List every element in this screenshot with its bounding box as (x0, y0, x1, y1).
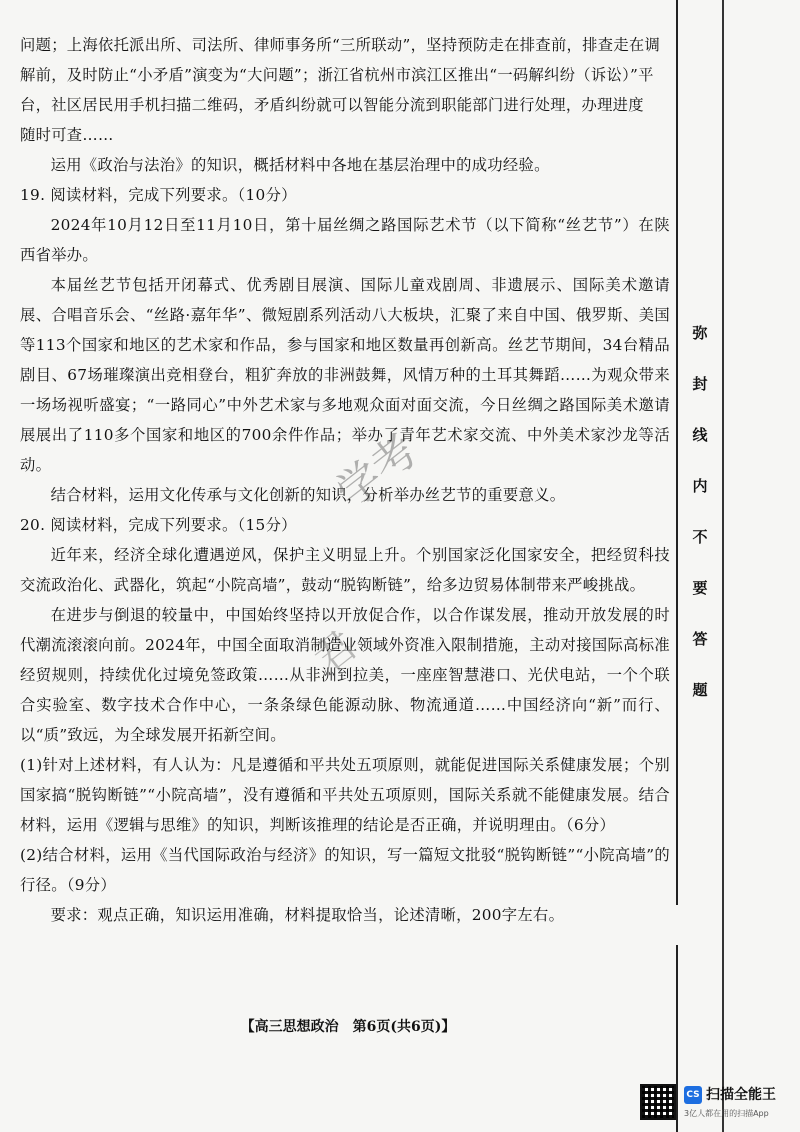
question-20-paragraph-1: 近年来，经济全球化遭遇逆风，保护主义明显上升。个别国家泛化国家安全，把经贸科技交流政治化、武器化，筑起“小院高墙”，鼓动“脱钩断链”，给多边贸易体制带来严峻挑战。 (20, 546, 670, 594)
binding-line-gap (672, 905, 682, 945)
watermark-text: 学考 (326, 424, 428, 519)
intro-line: 解前，及时防止“小矛盾”演变为“大问题”；浙江省杭州市滨江区推出“一码解纠纷（诉讼）”平 (20, 66, 654, 84)
seal-line-notice (684, 322, 716, 700)
scanner-tagline: 3亿人都在用的扫描App (684, 1109, 769, 1118)
seal-char: 题 (692, 681, 708, 699)
qr-code-icon (640, 1084, 676, 1120)
intro-line: 随时可查…… (20, 126, 114, 144)
seal-char: 弥 (692, 324, 708, 342)
seal-char: 要 (692, 579, 708, 597)
page-footer: 【高三思想政治 第6页(共6页)】 (240, 1019, 456, 1035)
intro-line: 问题；上海依托派出所、司法所、律师事务所“三所联动”，坚持预防走在排查前，排查走在调 (20, 36, 661, 54)
intro-line: 台，社区居民用手机扫描二维码，矛盾纠纷就可以智能分流到职能部门进行处理，办理进度 (20, 96, 644, 114)
scanner-app-name: 扫描全能王 (706, 1087, 776, 1103)
intro-task: 运用《政治与法治》的知识，概括材料中各地在基层治理中的成功经验。 (50, 156, 550, 174)
question-20-heading: 20. 阅读材料，完成下列要求。（15分） (20, 516, 297, 534)
camscanner-logo-icon: CS (684, 1086, 702, 1104)
question-20-subquestion-2: (2)结合材料，运用《当代国际政治与经济》的知识，写一篇短文批驳“脱钩断链”“小院高墙”的行径。（9分） (20, 846, 670, 894)
seal-char: 线 (692, 426, 708, 444)
seal-char: 答 (692, 630, 708, 648)
question-19-paragraph-1: 2024年10月12日至11月10日，第十届丝绸之路国际艺术节（以下简称“丝艺节”）在陕西省举办。 (20, 216, 670, 264)
question-19-paragraph-2: 本届丝艺节包括开闭幕式、优秀剧目展演、国际儿童戏剧周、非遗展示、国际美术邀请展、合唱音乐会、“丝路·嘉年华”、微短剧系列活动八大板块，汇聚了来自中国、俄罗斯、美国等113个国家和地区的艺术家和作品，参与国家和地区数量再创新高。丝艺节期间，34台精品剧目、67场璀璨演出竞相登台，粗犷奔放的非洲鼓舞，风情万种的土耳其舞蹈……为观众带来一场场视听盛宴；“一路同心”中外艺术家与多地观众面对面交流，今日丝绸之路国际美术邀请展展出了110多个国家和地区的700余件作品；举办了青年艺术家交流、中外美术家沙龙等活动。 (20, 276, 670, 474)
question-20-requirements: 要求：观点正确，知识运用准确，材料提取恰当，论述清晰，200字左右。 (50, 906, 565, 924)
question-19-heading: 19. 阅读材料，完成下列要求。（10分） (20, 186, 297, 204)
seal-char: 内 (692, 477, 708, 495)
question-19-task: 结合材料，运用文化传承与文化创新的知识，分析举办丝艺节的重要意义。 (50, 486, 566, 504)
scanner-badge (640, 1084, 790, 1124)
seal-char: 不 (692, 528, 708, 546)
question-20-subquestion-1: (1)针对上述材料，有人认为：凡是遵循和平共处五项原则，就能促进国际关系健康发展；个别国家搞“脱钩断链”“小院高墙”，没有遵循和平共处五项原则，国际关系就不能健康发展。结合材料，运用《逻辑与思维》的知识，判断该推理的结论是否正确，并说明理由。（6分） (20, 756, 670, 834)
binding-line-right (722, 0, 724, 1132)
question-20-paragraph-2: 在进步与倒退的较量中，中国始终坚持以开放促合作，以合作谋发展，推动开放发展的时代潮流滚滚向前。2024年，中国全面取消制造业领域外资准入限制措施，主动对接国际高标准经贸规则，持续优化过境免签政策……从非洲到拉美，一座座智慧港口、光伏电站，一个个联合实验室、数字技术合作中心，一条条绿色能源动脉、物流通道……中国经济向“新”而行、以“质”致远，为全球发展开拓新空间。 (20, 606, 670, 744)
seal-char: 封 (692, 375, 708, 393)
watermark-text: 君 (305, 622, 366, 684)
binding-line-left (676, 0, 678, 1132)
